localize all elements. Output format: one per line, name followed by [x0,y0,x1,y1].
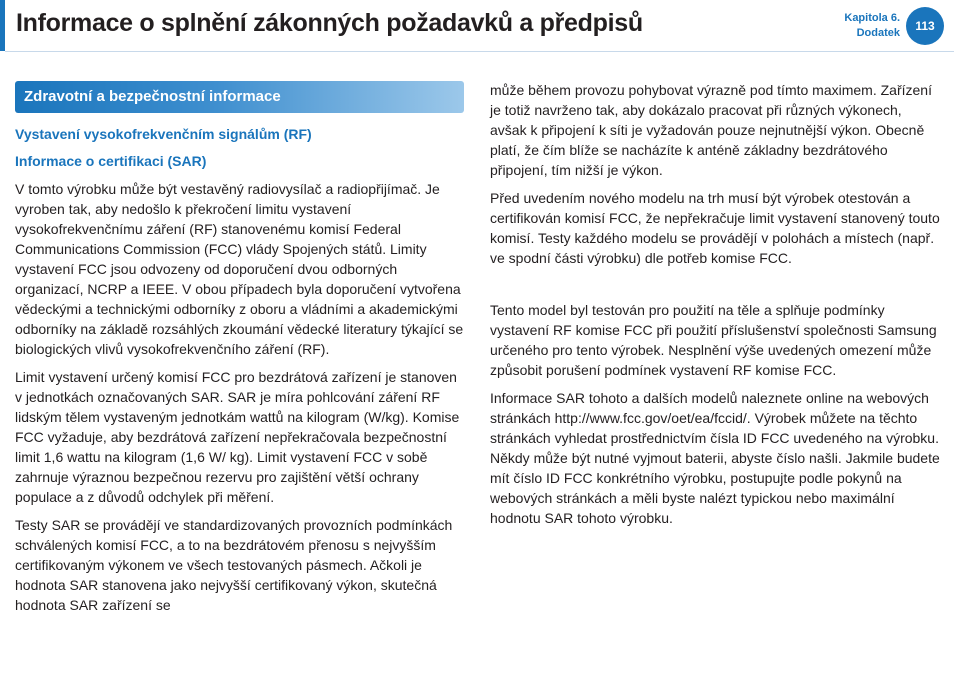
section-title-banner: Zdravotní a bezpečnostní informace [15,81,464,113]
body-paragraph: Limit vystavení určený komisí FCC pro bezdrátová zařízení je stanoven v jednotkách označovaných SAR. SAR je míra pohlcování záření RF lidským tělem vystaveným jednotkám wattů na kilogram (W/kg). Komise FCC vyžaduje, aby bezdrátová zařízení nepřekračovala bezpečnostní limit 1,6 wattu na kilogram (1,6 W/ kg). Limit vystavení FCC v sobě zahrnuje výraznou bezpečnou rezervu pro zajištění větší ochrany populace a z důvodů odchylek při měření. [15,369,460,505]
body-paragraph: může během provozu pohybovat výrazně pod tímto maximem. Zařízení je totiž navrženo tak, aby dokázalo pracovat při různých výkonech, avšak k připojení k síti je vyžadován pouze nejnutnější výkon. Obecně platí, že čím blíže se nacházíte k anténě základny bezdrátového připojení, tím nižší je výkon. [490,82,932,178]
right-column [490,80,942,528]
header-accent-bar [0,0,5,51]
header-divider [5,51,954,52]
body-paragraph: Testy SAR se provádějí ve standardizovaných provozních podmínkách schválených komisí FCC, a to na bezdrátovém přenosu s nejvyšším certifikovaným výkonem ve všech testovaných pásmech. Ačkoli je hodnota SAR stanovena jako nejvyšší certifikovaný výkon, skutečná hodnota SAR zařízení se [15,517,453,613]
body-paragraph: Před uvedením nového modelu na trh musí být výrobek otestován a certifikován komisí FCC, že nepřekračuje limit vystavení stanovený touto komisí. Testy každého modelu se provádějí v polohách a místech (např. ve spodní části výrobku) dle potřeb komise FCC. [490,190,940,266]
chapter-number: Kapitola 6. [844,12,900,24]
chapter-name: Dodatek [856,27,900,39]
subheading-rf-exposure: Vystavení vysokofrekvenčním signálům (RF) [15,126,312,142]
left-column [15,81,467,615]
body-paragraph: Tento model byl testován pro použití na těle a splňuje podmínky vystavení RF komise FCC při použití příslušenství společnosti Samsung určeného pro tento výrobek. Nesplnění výše uvedených omezení může způsobit porušení podmínek vystavení RF komise FCC. [490,302,937,378]
page-title: Informace o splnění zákonných požadavků a předpisů [16,9,643,37]
subheading-sar-certification: Informace o certifikaci (SAR) [15,153,207,169]
page-number-badge: 113 [906,7,944,45]
body-paragraph: V tomto výrobku může být vestavěný radiovysílač a radiopřijímač. Je vyroben tak, aby nedošlo k překročení limitu vystavení vysokofrekvenčnímu záření (RF) stanovenému komisí Federal Communications Commission (FCC) vlády Spojených států. Limity vystavení FCC jsou odvozeny od doporučení dvou odborných organizací, NCRP a IEEE. V obou případech byla doporučení vytvořena vědeckými a technickými odborníky z oboru a vládními a akademickými odborníky na základě rozsáhlých zkoumání vědecké literatury týkající se biologických vlivů vysokofrekvenčního záření (RF). [15,181,464,357]
body-paragraph: Informace SAR tohoto a dalších modelů naleznete online na webových stránkách http://www.fcc.gov/oet/ea/fccid/. Výrobek můžete na těchto stránkách vyhledat prostřednictvím čísla ID FCC uvedeného na výrobku. Někdy může být nutné vyjmout baterii, abyste číslo našli. Jakmile budete mít číslo ID FCC konkrétního výrobku, postupujte podle pokynů na webových stránkách a měli byste nalézt typickou nebo maximální hodnotu SAR tohoto výrobku. [490,390,940,526]
chapter-label [844,11,900,41]
